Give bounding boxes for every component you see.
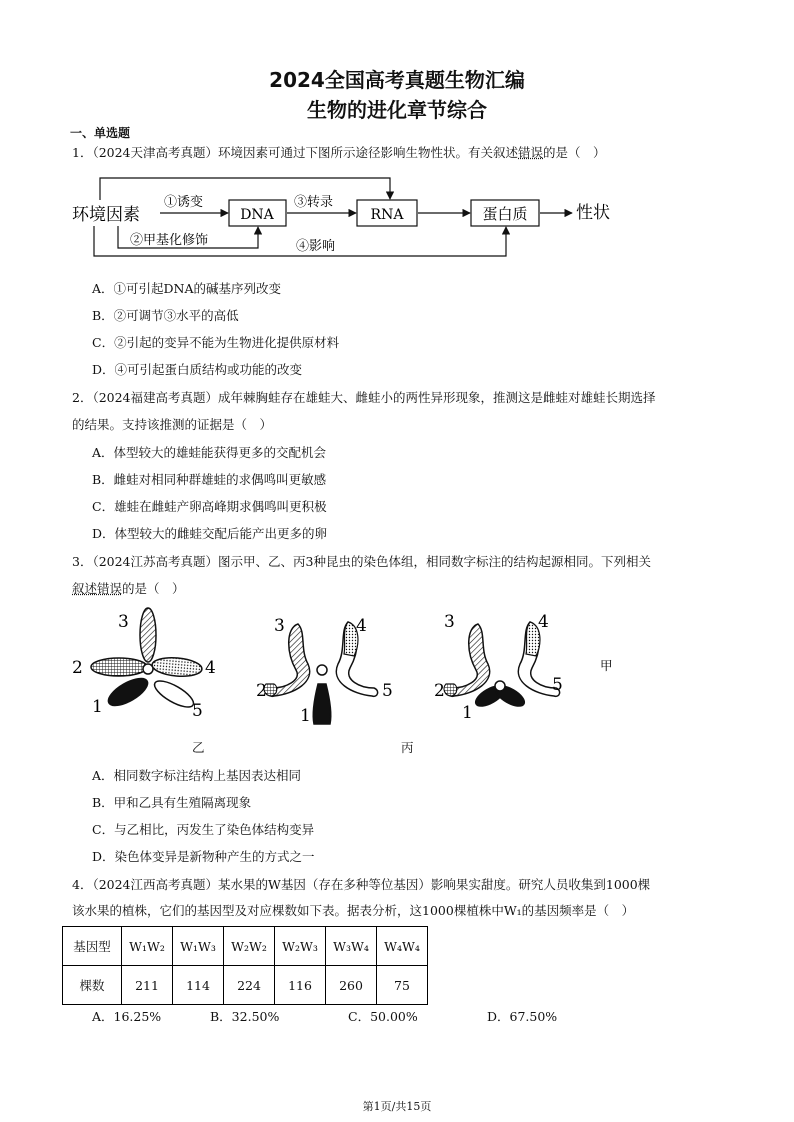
q4-option-d: D．67.50%	[487, 1009, 558, 1024]
label-3-bing: 3	[444, 612, 455, 632]
label-1-bing: 1	[462, 703, 473, 723]
label-1-yi: 1	[300, 706, 311, 726]
q4-option-b: B．32.50%	[210, 1009, 280, 1024]
diagram-label-influence: ④影响	[296, 239, 336, 254]
label-5-jia: 5	[192, 701, 203, 721]
label-1-jia: 1	[92, 697, 103, 717]
q1-option-d: D．④可引起蛋白质结构或功能的改变	[92, 362, 303, 377]
q1-option-a: A．①可引起DNA的碱基序列改变	[92, 281, 282, 296]
table-cell: W₂W₃	[275, 927, 326, 966]
table-cell: W₂W₂	[224, 927, 275, 966]
q1-option-b: B．②可调节③水平的高低	[92, 308, 239, 323]
q3-line2-b: 的是（ ）	[122, 581, 185, 596]
caption-yi: 乙	[192, 740, 205, 755]
genotype-table	[62, 926, 428, 1005]
q2-option-c: C．雄蛙在雌蛙产卵高峰期求偶鸣叫更积极	[92, 499, 327, 514]
q1-stem-emph: 错误	[518, 145, 544, 160]
karyotype-jia	[72, 608, 216, 721]
q3-option-a: A．相同数字标注结构上基因表达相同	[92, 768, 302, 783]
q2-number: 2．	[72, 390, 93, 405]
q1-source: （2024天津高考真题）	[92, 145, 219, 160]
centromere-yi	[317, 665, 327, 675]
table-header-label: 基因型	[63, 927, 122, 966]
q3-chromosome-figure	[60, 600, 680, 735]
q1-stem-a: 环境因素可通过下图所示途径影响生物性状。有关叙述	[218, 145, 519, 160]
caption-bing: 丙	[401, 740, 414, 755]
label-5-yi: 5	[382, 681, 393, 701]
q4-stem-line2: 该水果的植株，它们的基因型及对应棵数如下表。据表分析，这1000棵植株中W₁的基因频率是（ ）	[72, 903, 635, 918]
chromosome-4-jia	[151, 656, 202, 678]
q4-line1: 某水果的W基因（存在多种等位基因）影响果实甜度。研究人员收集到1000棵	[218, 877, 651, 892]
q2-stem-line2: 的结果。支持该推测的证据是（ ）	[72, 417, 273, 432]
table-cell: 116	[275, 966, 326, 1005]
diagram-label-mutation: ①诱变	[164, 195, 204, 210]
table-cell: 211	[122, 966, 173, 1005]
q2-option-b: B．雌蛙对相同种群雄蛙的求偶鸣叫更敏感	[92, 472, 327, 487]
arrow-top-env-rna	[100, 178, 390, 200]
label-4-bing: 4	[538, 612, 549, 632]
q3-line2-emph: 叙述错误	[72, 581, 123, 596]
diagram-label-methylation: ②甲基化修饰	[130, 233, 209, 248]
diagram-protein-text: 蛋白质	[482, 205, 528, 223]
label-2-bing: 2	[434, 681, 445, 701]
page-title-line1: 2024全国高考真题生物汇编	[269, 68, 525, 92]
label-2-jia: 2	[72, 658, 83, 678]
q4-source: （2024江西高考真题）	[92, 877, 219, 892]
q1-pathway-diagram	[60, 168, 660, 264]
q4-option-c: C．50.00%	[348, 1009, 418, 1024]
q2-source: （2024福建高考真题）	[92, 390, 219, 405]
table-row-count	[63, 966, 428, 1005]
q3-option-b: B．甲和乙具有生殖隔离现象	[92, 795, 252, 810]
table-cell: W₃W₄	[326, 927, 377, 966]
chromosome-1-jia	[104, 673, 151, 711]
table-cell: 260	[326, 966, 377, 1005]
chromosome-3-jia	[140, 608, 156, 662]
q4-stem-line1	[72, 875, 650, 893]
q3-line1: 图示甲、乙、丙3种昆虫的染色体组，相同数字标注的结构起源相同。下列相关	[218, 554, 651, 569]
chromosome-1-yi	[313, 684, 331, 724]
q1-stem-b: 的是（ ）	[543, 145, 606, 160]
table-row-label: 棵数	[63, 966, 122, 1005]
label-4-yi: 4	[356, 616, 367, 636]
caption-jia: 甲	[600, 658, 613, 673]
label-5-bing: 5	[552, 675, 563, 695]
page-footer: 第1页/共15页	[362, 1100, 432, 1113]
q4-option-a: A．16.25%	[92, 1009, 162, 1024]
table-cell: W₁W₃	[173, 927, 224, 966]
label-3-jia: 3	[118, 612, 129, 632]
table-cell: W₁W₂	[122, 927, 173, 966]
diagram-label-transcription: ③转录	[294, 195, 334, 210]
page-title-line2: 生物的进化章节综合	[307, 98, 487, 122]
diagram-env-text: 环境因素	[72, 205, 140, 225]
table-cell: W₄W₄	[377, 927, 428, 966]
q2-stem-line1	[72, 388, 656, 406]
diagram-rna-text: RNA	[370, 207, 404, 223]
diagram-trait-text: 性状	[576, 203, 610, 223]
q1-number: 1．	[72, 145, 93, 160]
q3-option-d: D．染色体变异是新物种产生的方式之一	[92, 849, 315, 864]
q4-number: 4．	[72, 877, 93, 892]
q3-option-c: C．与乙相比，丙发生了染色体结构变异	[92, 822, 315, 837]
karyotype-bing	[434, 612, 563, 723]
label-2-yi: 2	[256, 681, 267, 701]
q3-source: （2024江苏高考真题）	[92, 554, 219, 569]
q3-stem-line2	[72, 579, 185, 597]
centromere-jia	[143, 664, 153, 674]
karyotype-yi	[256, 616, 393, 726]
q3-number: 3．	[72, 554, 93, 569]
q2-line1: 成年棘胸蛙存在雄蛙大、雌蛙小的两性异形现象，推测这是雌蛙对雄蛙长期选择	[218, 390, 656, 405]
chromosome-2-jia	[91, 658, 147, 676]
table-cell: 224	[224, 966, 275, 1005]
centromere-bing	[495, 681, 505, 691]
table-cell: 114	[173, 966, 224, 1005]
q3-stem-line1	[72, 552, 651, 570]
q2-option-d: D．体型较大的雌蛙交配后能产出更多的卵	[92, 526, 328, 541]
label-3-yi: 3	[274, 616, 285, 636]
q1-option-c: C．②引起的变异不能为生物进化提供原材料	[92, 335, 340, 350]
q1-stem	[72, 143, 606, 161]
diagram-dna-text: DNA	[240, 207, 274, 223]
section-heading: 一、单选题	[70, 126, 131, 140]
label-4-jia: 4	[205, 658, 216, 678]
table-cell: 75	[377, 966, 428, 1005]
chromosome-2-marker-bing	[444, 684, 457, 696]
table-row-genotype	[63, 927, 428, 966]
chromosome-5-jia	[151, 676, 197, 712]
q2-option-a: A．体型较大的雄蛙能获得更多的交配机会	[92, 445, 327, 460]
